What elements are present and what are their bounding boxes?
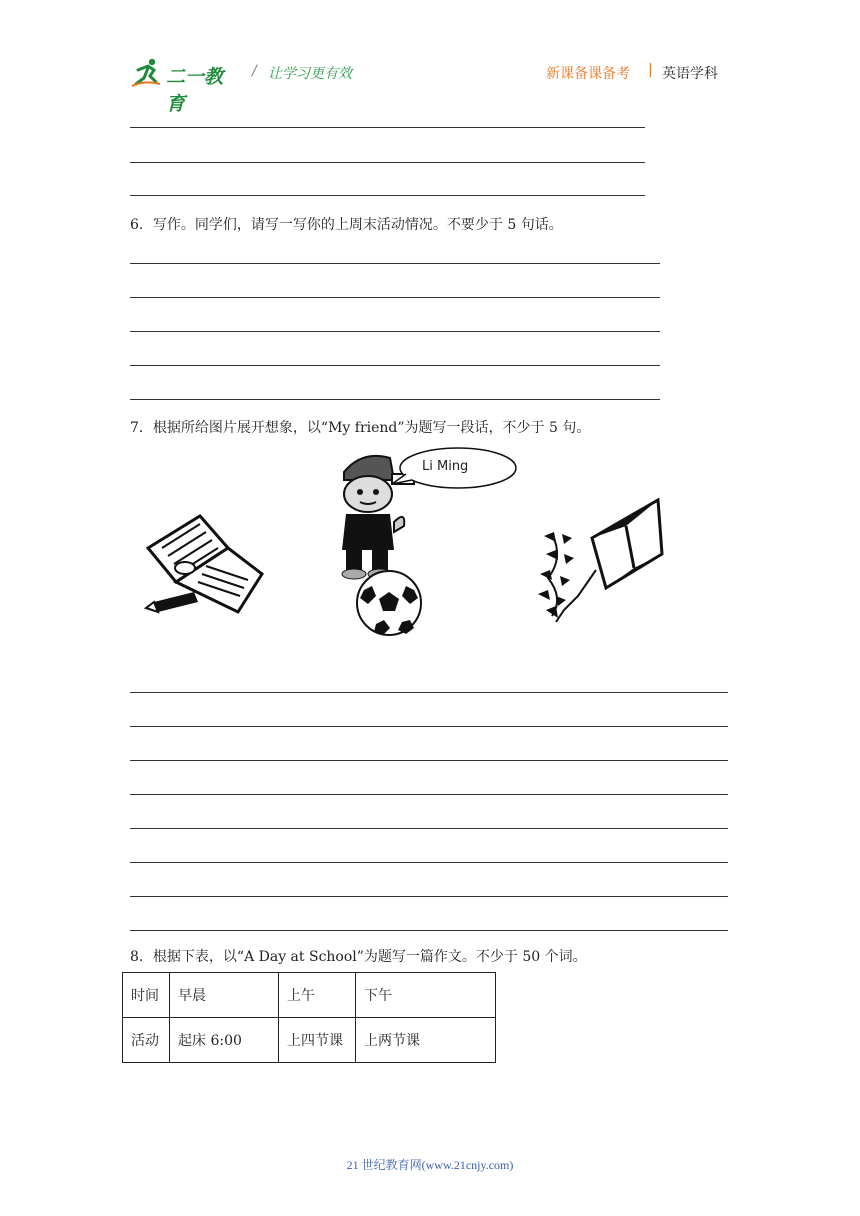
table-cell: 时间: [123, 973, 170, 1018]
answer-line[interactable]: [130, 297, 660, 298]
header-right-course: 新课备课备考: [546, 66, 630, 82]
answer-line[interactable]: [130, 896, 728, 897]
question-7: 7．根据所给图片展开想象，以“My friend”为题写一段话，不少于 5 句。: [130, 420, 591, 436]
answer-line[interactable]: [130, 726, 728, 727]
table-cell: 上两节课: [356, 1018, 496, 1063]
soccer-ball-icon: [354, 568, 424, 638]
table-row: [123, 1018, 496, 1063]
logo-text: 二一教育: [166, 66, 224, 115]
schedule-table: [122, 972, 496, 1063]
header-slogan: 让学习更有效: [268, 66, 352, 82]
answer-line[interactable]: [130, 828, 728, 829]
answer-line[interactable]: [130, 692, 728, 693]
table-cell: 活动: [123, 1018, 170, 1063]
table-cell: 上四节课: [279, 1018, 356, 1063]
question-6: 6．写作。同学们，请写一写你的上周末活动情况。不要少于 5 句话。: [130, 217, 563, 233]
answer-line[interactable]: [130, 263, 660, 264]
answer-line[interactable]: [130, 862, 728, 863]
book-and-pencil-icon: [140, 508, 270, 618]
header-separator: |: [648, 62, 653, 78]
footer-text: 21 世纪教育网(www.21cnjy.com): [346, 1158, 514, 1172]
table-cell: 上午: [279, 973, 356, 1018]
answer-line[interactable]: [130, 930, 728, 931]
question-8: 8．根据下表，以“A Day at School”为题写一篇作文。不少于 50 个词。: [130, 949, 587, 965]
table-cell: 起床 6:00: [170, 1018, 279, 1063]
header-right-subject: 英语学科: [662, 66, 718, 82]
answer-line[interactable]: [130, 127, 645, 128]
answer-line[interactable]: [130, 162, 645, 163]
answer-line[interactable]: [130, 760, 728, 761]
answer-line[interactable]: [130, 195, 645, 196]
table-cell: 早晨: [170, 973, 279, 1018]
answer-line[interactable]: [130, 399, 660, 400]
header-slash: /: [252, 63, 257, 79]
kite-icon: [534, 498, 664, 628]
running-man-logo-icon: [130, 56, 164, 90]
table-row: [123, 973, 496, 1018]
speech-bubble-text: Li Ming: [422, 459, 469, 474]
logo: [130, 56, 240, 115]
table-cell: 下午: [356, 973, 496, 1018]
answer-line[interactable]: [130, 365, 660, 366]
answer-line[interactable]: [130, 794, 728, 795]
answer-line[interactable]: [130, 331, 660, 332]
